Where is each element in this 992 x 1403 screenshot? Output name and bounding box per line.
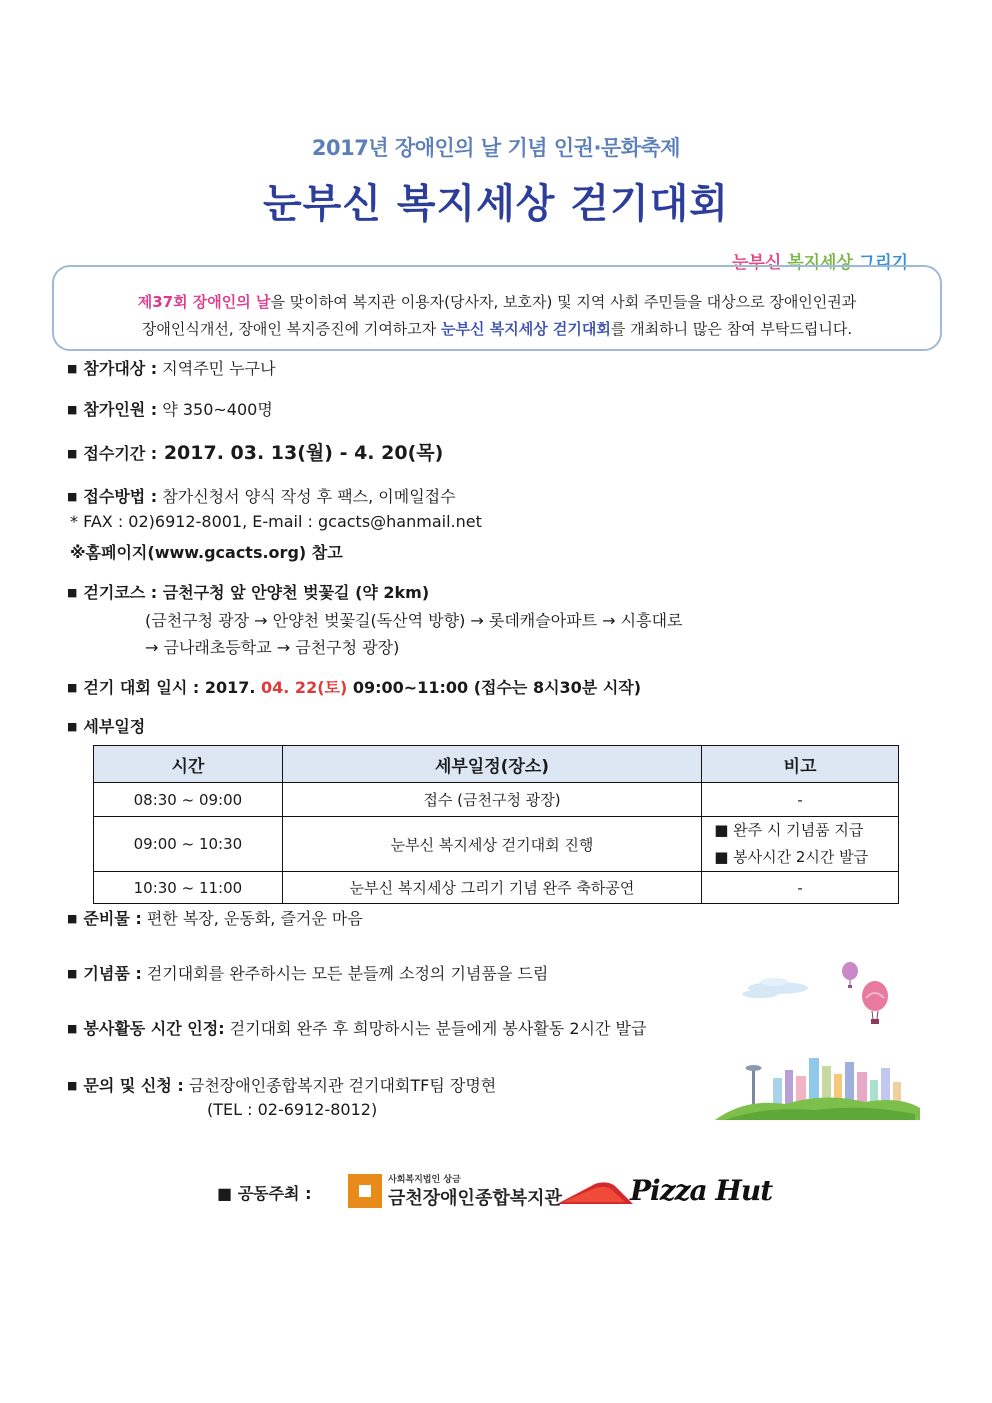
volunteer-row <box>67 1016 646 1039</box>
event-cell: 눈부신 복지세상 그리기 기념 완주 축하공연 <box>282 872 701 904</box>
fax-email-line: * FAX : 02)6912-8001, E-mail : gcacts@hanmail.net <box>70 512 482 531</box>
gift-row <box>67 961 548 984</box>
count-label: 참가인원 : <box>83 400 158 419</box>
intro-text-2: 장애인식개선, 장애인 복지증진에 기여하고자 <box>141 320 442 338</box>
period-row <box>67 438 443 465</box>
course-route-line-1: (금천구청 광장 → 안양천 벚꽃길(독산역 방향) → 롯데캐슬아파트 → 시흥대로 <box>145 611 683 630</box>
note-cell <box>702 817 899 872</box>
balloon-icon <box>842 962 858 988</box>
logo-part-2: 복지세상 <box>787 253 853 273</box>
grass-icon <box>715 1097 920 1120</box>
contact-value: 금천장애인종합복지관 걷기대회TF팀 장명현 <box>183 1076 497 1095</box>
contact-tel: (TEL : 02-6912-8012) <box>207 1100 378 1119</box>
target-label: 참가대상 : <box>83 359 158 378</box>
note-line: ■ 완주 시 기념품 지급 <box>714 821 864 839</box>
date-row <box>67 675 641 698</box>
time-cell: 09:00 ~ 10:30 <box>94 817 283 872</box>
bullet-icon: ■ <box>67 1079 78 1092</box>
pizza-hut-logo <box>555 1170 773 1212</box>
gift-label: 기념품 : <box>83 964 142 983</box>
bullet-icon: ■ <box>67 1022 78 1035</box>
date-highlight: 04. 22(토) <box>261 678 348 697</box>
note-line: ■ 봉사시간 2시간 발급 <box>714 848 869 866</box>
time-cell: 10:30 ~ 11:00 <box>94 872 283 904</box>
period-value: 2017. 03. 13(월) - 4. 20(목) <box>157 442 444 464</box>
intro-text-1: 을 맞이하여 복지관 이용자(당사자, 보호자) 및 지역 사회 주민들을 대상으로 장애인인권과 <box>270 293 857 311</box>
period-label: 접수기간 : <box>83 444 158 463</box>
tower-icon <box>746 1065 762 1108</box>
table-row <box>94 872 899 904</box>
bullet-icon: ■ <box>67 403 78 416</box>
date-label: 걷기 대회 일시 : 2017. <box>83 678 262 697</box>
course-route-line-2: → 금나래초등학교 → 금천구청 광장) <box>145 638 400 657</box>
bullet-icon: ■ <box>67 720 78 733</box>
welfare-center-foundation: 사회복지법인 상금 <box>388 1175 461 1185</box>
schedule-label: 세부일정 <box>83 717 146 736</box>
contact-row <box>67 1073 496 1096</box>
table-header-cell: 비고 <box>702 746 899 783</box>
schedule-row <box>67 714 145 737</box>
prep-label: 준비물 : <box>83 909 142 928</box>
event-subtitle: 2017년 장애인의 날 기념 인권·문화축제 <box>311 136 681 160</box>
method-row <box>67 484 456 507</box>
bullet-icon: ■ <box>67 490 78 503</box>
table-row <box>94 817 899 872</box>
volunteer-value: 걷기대회 완주 후 희망하시는 분들에게 봉사활동 2시간 발급 <box>224 1019 647 1038</box>
note-cell: - <box>702 783 899 817</box>
target-value: 지역주민 누구나 <box>157 359 276 378</box>
date-time: 09:00~11:00 (접수는 8시30분 시작) <box>347 678 642 697</box>
bullet-icon: ■ <box>67 681 78 694</box>
volunteer-label: 봉사활동 시간 인정: <box>83 1019 225 1038</box>
prep-value: 편한 복장, 운동화, 즐거운 마음 <box>141 909 363 928</box>
bullet-icon: ■ <box>67 912 78 925</box>
gift-value: 걷기대회를 완주하시는 모든 분들께 소정의 기념품을 드림 <box>141 964 549 983</box>
note-cell: - <box>702 872 899 904</box>
prep-row <box>67 906 363 929</box>
bullet-icon: ■ <box>67 447 78 460</box>
pizza-hut-roof-icon <box>555 1178 635 1208</box>
bullet-icon: ■ <box>67 586 78 599</box>
event-cell: 접수 (금천구청 광장) <box>282 783 701 817</box>
welfare-center-name: 금천장애인종합복지관 <box>388 1188 562 1209</box>
welfare-center-emblem-icon <box>348 1174 382 1208</box>
bullet-icon: ■ <box>67 362 78 375</box>
bullet-icon: ■ <box>67 967 78 980</box>
table-header-cell: 시간 <box>94 746 283 783</box>
homepage-line: ※홈페이지(www.gcacts.org) 참고 <box>70 543 343 562</box>
contact-label: 문의 및 신청 : <box>83 1076 184 1095</box>
logo-part-1: 눈부신 <box>732 253 782 273</box>
table-row <box>94 783 899 817</box>
schedule-table <box>93 745 899 904</box>
count-row <box>67 397 273 420</box>
city-skyline-illustration <box>715 1048 920 1120</box>
table-header-cell: 세부일정(장소) <box>282 746 701 783</box>
intro-box <box>52 265 942 351</box>
balloons-illustration <box>738 958 898 1028</box>
intro-highlight-event: 눈부신 복지세상 걷기대회 <box>441 320 611 338</box>
intro-text-3: 를 개최하니 많은 참여 부탁드립니다. <box>610 320 853 338</box>
table-header-row <box>94 746 899 783</box>
course-row <box>67 580 429 603</box>
event-title: 눈부신 복지세상 걷기대회 <box>263 181 729 227</box>
welfare-center-logo <box>348 1172 562 1212</box>
count-value: 약 350~400명 <box>157 400 273 419</box>
method-label: 접수방법 : <box>83 487 158 506</box>
method-value: 참가신청서 양식 작성 후 팩스, 이메일접수 <box>157 487 456 506</box>
time-cell: 08:30 ~ 09:00 <box>94 783 283 817</box>
event-cell: 눈부신 복지세상 걷기대회 진행 <box>282 817 701 872</box>
intro-highlight-anniversary: 제37회 장애인의 날 <box>137 293 271 311</box>
target-row <box>67 356 276 379</box>
co-host-label: ■ 공동주최 : <box>217 1184 312 1203</box>
balloon-icon <box>862 981 888 1024</box>
course-label: 걷기코스 : 금천구청 앞 안양천 벚꽃길 (약 2km) <box>83 583 430 602</box>
cloud-icon <box>742 978 808 998</box>
pizza-hut-wordmark: Pizza Hut <box>630 1174 773 1207</box>
logo-part-3: 그리기 <box>858 253 909 273</box>
